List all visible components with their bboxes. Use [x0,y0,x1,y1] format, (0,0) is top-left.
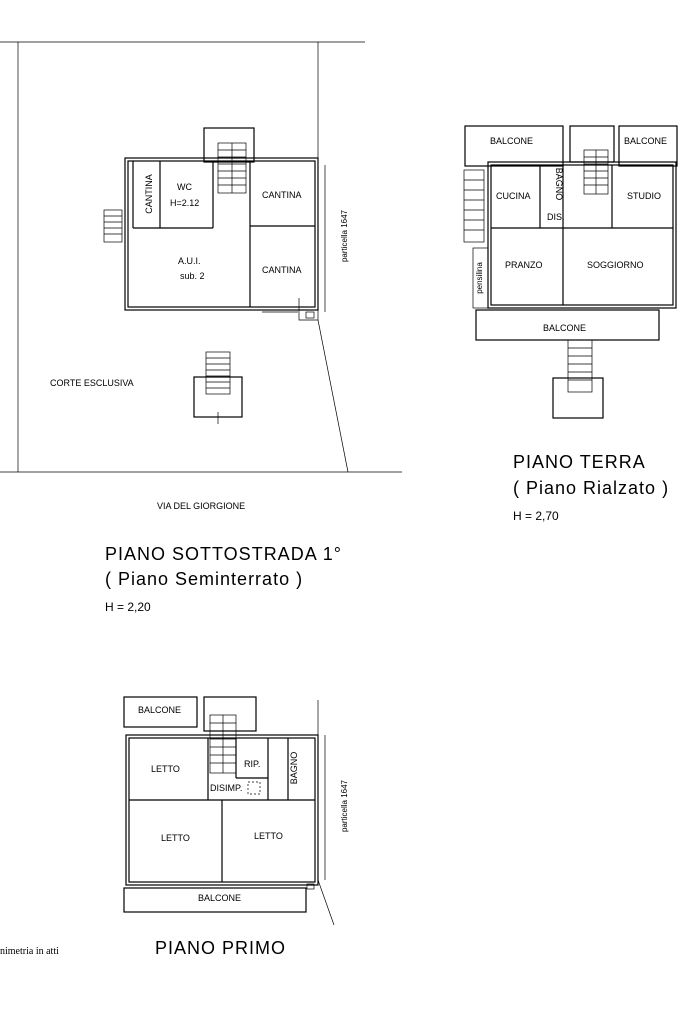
room-letto-top: LETTO [151,764,180,774]
room-disimp: DISIMP. [210,783,243,793]
first-balcone-top: BALCONE [138,705,182,715]
court-label: CORTE ESCLUSIVA [50,378,134,388]
basement-title: PIANO SOTTOSTRADA 1° [105,544,342,564]
ground-title: PIANO TERRA [513,452,646,472]
room-studio: STUDIO [627,191,662,201]
ground-balcone-left: BALCONE [490,136,534,146]
parcel-label-first: particella 1647 [340,779,349,833]
street-label: VIA DEL GIORGIONE [157,501,246,511]
room-letto-left: LETTO [161,833,190,843]
room-rip: RIP. [244,759,261,769]
room-soggiorno: SOGGIORNO [587,260,644,270]
footnote: nimetria in atti [0,946,59,957]
basement-height: H = 2,20 [105,600,151,614]
parcel-label-basement: particella 1647 [340,209,349,263]
ground-balcone-bottom: BALCONE [543,323,587,333]
room-cucina: CUCINA [496,191,531,201]
first-balcone-bottom: BALCONE [198,893,242,903]
room-dis: DIS. [547,212,565,222]
room-cantina-left: CANTINA [144,174,154,214]
room-bagno-first: BAGNO [289,751,299,785]
ground-floor-plan [464,126,677,418]
room-wc-height: H=2.12 [170,198,200,208]
ground-balcone-right: BALCONE [624,136,668,146]
first-title: PIANO PRIMO [155,938,287,958]
basement-plan [0,42,402,511]
room-cantina-top: CANTINA [262,190,302,200]
ground-height: H = 2,70 [513,509,559,523]
room-pranzo: PRANZO [505,260,543,270]
room-wc: WC [177,182,192,192]
room-aui-sub: sub. 2 [180,271,205,281]
room-aui: A.U.I. [178,256,201,266]
room-cantina-bottom: CANTINA [262,265,302,275]
room-bagno-ground: BAGNO [554,167,564,201]
basement-subtitle: ( Piano Seminterrato ) [105,569,304,589]
room-letto-right: LETTO [254,831,283,841]
first-floor-plan [124,697,349,925]
pensilina-label: pensilina [475,262,484,294]
ground-subtitle: ( Piano Rialzato ) [513,478,670,498]
